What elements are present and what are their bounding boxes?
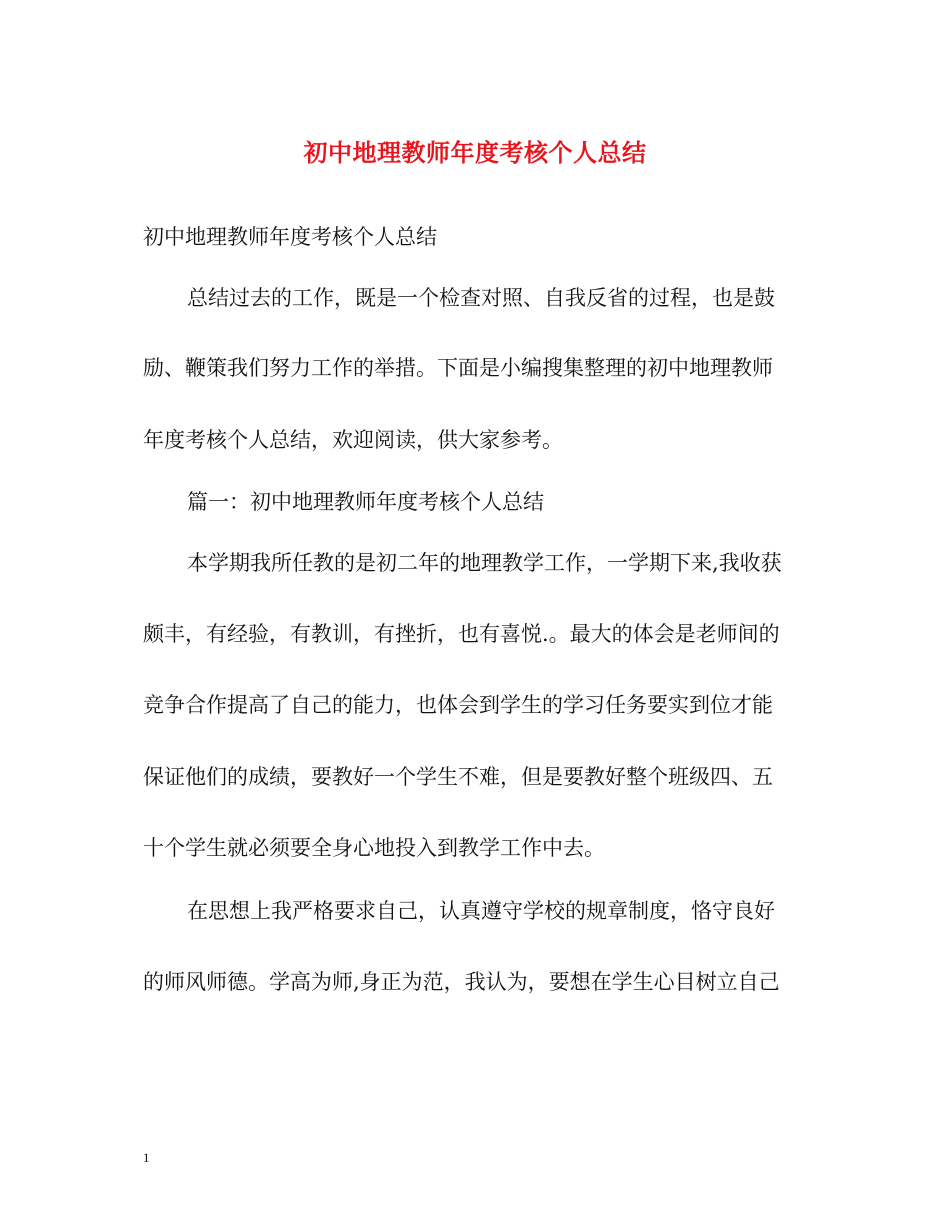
section-heading: 篇一：初中地理教师年度考核个人总结 [187, 490, 544, 514]
subtitle-line: 初中地理教师年度考核个人总结 [143, 225, 437, 249]
paragraph-line: 本学期我所任教的是初二年的地理教学工作，一学期下来,我收获 [187, 551, 782, 575]
paragraph-line: 十个学生就必须要全身心地投入到教学工作中去。 [143, 836, 605, 860]
paragraph-line: 年度考核个人总结，欢迎阅读，供大家参考。 [143, 428, 563, 452]
page-number: 1 [143, 1150, 150, 1165]
paragraph-line: 竞争合作提高了自己的能力，也体会到学生的学习任务要实到位才能 [143, 693, 773, 717]
paragraph-line: 总结过去的工作，既是一个检查对照、自我反省的过程，也是鼓 [187, 286, 775, 310]
document-title: 初中地理教师年度考核个人总结 [303, 138, 647, 167]
paragraph-line: 的师风师德。学高为师,身正为范，我认为，要想在学生心目树立自己 [143, 970, 780, 994]
paragraph-line: 颇丰，有经验，有教训，有挫折，也有喜悦.。最大的体会是老师间的 [143, 622, 780, 646]
paragraph-line: 在思想上我严格要求自己，认真遵守学校的规章制度，恪守良好 [187, 899, 775, 923]
paragraph-line: 励、鞭策我们努力工作的举措。下面是小编搜集整理的初中地理教师 [143, 356, 773, 380]
paragraph-line: 保证他们的成绩，要教好一个学生不难，但是要教好整个班级四、五 [143, 765, 773, 789]
